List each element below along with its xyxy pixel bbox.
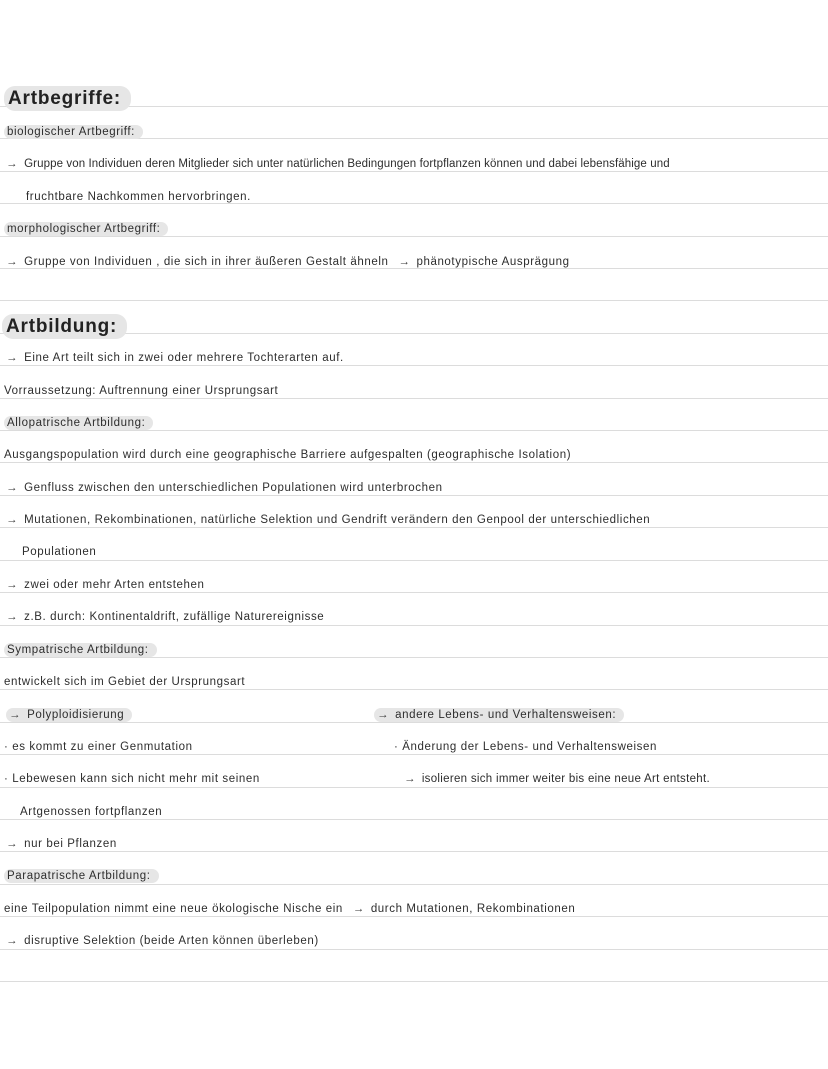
ruled-line <box>0 560 828 561</box>
ruled-line <box>0 754 828 755</box>
arrow-icon: → <box>352 903 365 915</box>
ruled-line <box>0 851 828 852</box>
arrow-icon: → <box>6 935 19 947</box>
ruled-line <box>0 171 828 172</box>
arrow-icon: → <box>6 579 19 591</box>
artbildung-intro: → Eine Art teilt sich in zwei oder mehrere Tochterarten auf. <box>6 352 344 364</box>
allo-line-5: → zwei oder mehr Arten entstehen <box>6 579 205 591</box>
sym-right-heading: → andere Lebens- und Verhaltensweisen: <box>374 709 624 721</box>
section-title-artbegriffe: Artbegriffe: <box>4 88 131 110</box>
arrow-icon: → <box>6 514 19 526</box>
ruled-line <box>0 365 828 366</box>
ruled-line <box>0 787 828 788</box>
ruled-line <box>0 722 828 723</box>
sym-left-line-3: Artgenossen fortpflanzen <box>20 806 163 818</box>
heading-biologischer-artbegriff: biologischer Artbegriff: <box>4 126 143 138</box>
sym-left-line-2: · Lebewesen kann sich nicht mehr mit seinen <box>4 773 260 785</box>
ruled-line <box>0 689 828 690</box>
ruled-line <box>0 462 828 463</box>
section-title-artbildung: Artbildung: <box>2 316 127 338</box>
allo-line-6: → z.B. durch: Kontinentaldrift, zufällige Naturereignisse <box>6 611 325 623</box>
ruled-line <box>0 981 828 982</box>
ruled-line <box>0 884 828 885</box>
ruled-line <box>0 657 828 658</box>
arrow-icon: → <box>6 482 19 494</box>
arrow-icon: → <box>398 256 411 268</box>
arrow-icon: → <box>6 256 19 268</box>
sym-right-line-2: → isolieren sich immer weiter bis eine neue Art entsteht. <box>404 773 710 785</box>
ruled-line <box>0 625 828 626</box>
para-line-1: eine Teilpopulation nimmt eine neue ökologische Nische ein → durch Mutationen, Rekombinationen <box>4 903 576 915</box>
ruled-line <box>0 268 828 269</box>
heading-sympatrische-artbildung: Sympatrische Artbildung: <box>4 644 157 656</box>
ruled-line <box>0 300 828 301</box>
bio-line-2: fruchtbare Nachkommen hervorbringen. <box>26 191 251 203</box>
sym-line-1: entwickelt sich im Gebiet der Ursprungsart <box>4 676 246 688</box>
heading-allopatrische-artbildung: Allopatrische Artbildung: <box>4 417 153 429</box>
allo-line-1: Ausgangspopulation wird durch eine geographische Barriere aufgespalten (geographische Isolation) <box>4 449 572 461</box>
ruled-line <box>0 236 828 237</box>
arrow-icon: → <box>6 838 19 850</box>
allo-line-4: Populationen <box>22 546 97 558</box>
ruled-line <box>0 203 828 204</box>
para-line-2: → disruptive Selektion (beide Arten können überleben) <box>6 935 319 947</box>
morph-line-1: → Gruppe von Individuen , die sich in ihrer äußeren Gestalt ähneln → phänotypische Ausprägung <box>6 256 570 268</box>
ruled-line <box>0 495 828 496</box>
arrow-icon: → <box>404 773 416 785</box>
voraussetzung-line: Vorraussetzung: Auftrennung einer Ursprungsart <box>4 385 279 397</box>
ruled-line <box>0 398 828 399</box>
sym-left-line-1: · es kommt zu einer Genmutation <box>4 741 193 753</box>
sym-left-line-4: → nur bei Pflanzen <box>6 838 117 850</box>
ruled-line <box>0 527 828 528</box>
arrow-icon: → <box>6 611 19 623</box>
ruled-line <box>0 819 828 820</box>
ruled-line <box>0 430 828 431</box>
sym-left-heading: → Polyploidisierung <box>6 709 132 721</box>
ruled-line <box>0 916 828 917</box>
heading-morphologischer-artbegriff: morphologischer Artbegriff: <box>4 223 168 235</box>
arrow-icon: → <box>9 709 22 721</box>
ruled-line <box>0 592 828 593</box>
allo-line-2: → Genfluss zwischen den unterschiedlichen Populationen wird unterbrochen <box>6 482 443 494</box>
bio-line-1: → Gruppe von Individuen deren Mitglieder sich unter natürlichen Bedingungen fortpflanzen können und dabei lebensfähige und <box>6 158 670 170</box>
heading-parapatrische-artbildung: Parapatrische Artbildung: <box>4 870 159 882</box>
arrow-icon: → <box>377 709 390 721</box>
sym-right-line-1: · Änderung der Lebens- und Verhaltensweisen <box>394 741 657 753</box>
arrow-icon: → <box>6 352 19 364</box>
arrow-icon: → <box>6 158 19 170</box>
ruled-line <box>0 949 828 950</box>
allo-line-3: → Mutationen, Rekombinationen, natürliche Selektion und Gendrift verändern den Genpool der unterschiedlichen <box>6 514 651 526</box>
